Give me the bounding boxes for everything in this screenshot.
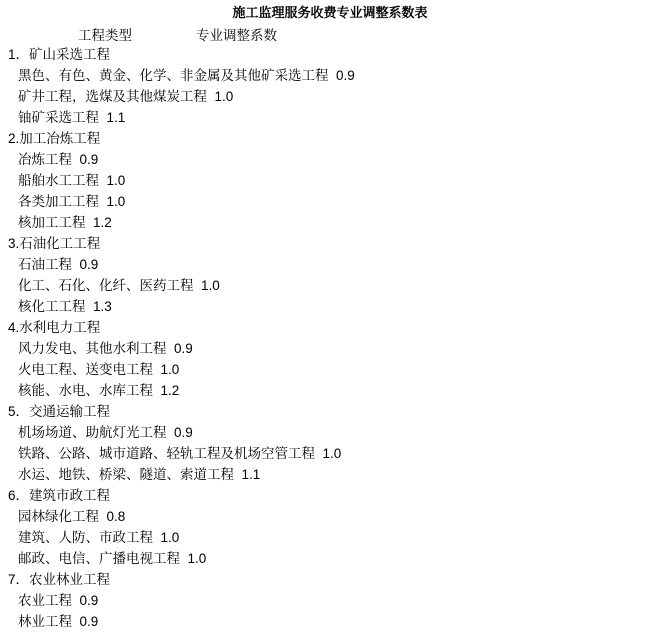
- row-label: 农业工程: [18, 593, 72, 608]
- table-row: [0, 296, 660, 317]
- row-label: 1．矿山采选工程: [8, 47, 111, 62]
- table-row: [0, 422, 660, 443]
- table-row: [0, 107, 660, 128]
- column-header-category: 工程类型: [78, 28, 132, 43]
- table-row: [0, 317, 660, 338]
- row-coefficient: 0.9: [72, 257, 99, 272]
- row-coefficient: 0.9: [72, 152, 99, 167]
- row-label: 3.石油化工工程: [8, 236, 101, 251]
- table-row: [0, 380, 660, 401]
- row-label: 核加工工程: [18, 215, 86, 230]
- row-label: 各类加工工程: [18, 194, 99, 209]
- row-coefficient: 0.8: [99, 509, 126, 524]
- row-label: 铁路、公路、城市道路、轻轨工程及机场空管工程: [18, 446, 315, 461]
- table-row: [0, 128, 660, 149]
- row-coefficient: 1.1: [234, 467, 261, 482]
- row-coefficient: 1.0: [193, 278, 220, 293]
- row-coefficient: 1.0: [153, 530, 180, 545]
- row-label: 2.加工冶炼工程: [8, 131, 101, 146]
- table-body: [0, 44, 660, 632]
- table-row: [0, 86, 660, 107]
- table-header: [0, 24, 660, 44]
- row-coefficient: 0.9: [72, 593, 99, 608]
- row-coefficient: 1.2: [153, 383, 180, 398]
- row-label: 冶炼工程: [18, 152, 72, 167]
- row-label: 船舶水工工程: [18, 173, 99, 188]
- row-label: 黑色、有色、黄金、化学、非金属及其他矿采选工程: [18, 68, 329, 83]
- table-row: [0, 527, 660, 548]
- row-coefficient: 0.9: [166, 425, 193, 440]
- row-coefficient: 1.0: [153, 362, 180, 377]
- table-row: [0, 149, 660, 170]
- table-row: [0, 464, 660, 485]
- row-label: 机场场道、助航灯光工程: [18, 425, 167, 440]
- row-label: 邮政、电信、广播电视工程: [18, 551, 180, 566]
- row-coefficient: 0.9: [166, 341, 193, 356]
- row-coefficient: 0.9: [72, 614, 99, 629]
- row-coefficient: 1.0: [207, 89, 234, 104]
- row-label: 火电工程、送变电工程: [18, 362, 153, 377]
- row-label: 水运、地铁、桥梁、隧道、索道工程: [18, 467, 234, 482]
- page-title: 施工监理服务收费专业调整系数表: [232, 5, 428, 20]
- table-row: [0, 44, 660, 65]
- row-label: 5．交通运输工程: [8, 404, 111, 419]
- table-row: [0, 548, 660, 569]
- row-label: 建筑、人防、市政工程: [18, 530, 153, 545]
- row-label: 铀矿采选工程: [18, 110, 99, 125]
- row-label: 6．建筑市政工程: [8, 488, 111, 503]
- row-label: 核化工工程: [18, 299, 86, 314]
- table-row: [0, 338, 660, 359]
- table-row: [0, 275, 660, 296]
- row-label: 园林绿化工程: [18, 509, 99, 524]
- row-coefficient: 1.0: [99, 194, 126, 209]
- row-coefficient: 1.3: [85, 299, 112, 314]
- table-row: [0, 212, 660, 233]
- row-label: 林业工程: [18, 614, 72, 629]
- table-row: [0, 485, 660, 506]
- table-row: [0, 170, 660, 191]
- table-row: [0, 65, 660, 86]
- row-label: 4.水利电力工程: [8, 320, 101, 335]
- table-row: [0, 506, 660, 527]
- table-row: [0, 233, 660, 254]
- table-row: [0, 254, 660, 275]
- row-coefficient: 1.0: [180, 551, 207, 566]
- row-label: 矿井工程，选煤及其他煤炭工程: [18, 89, 207, 104]
- row-label: 核能、水电、水库工程: [18, 383, 153, 398]
- table-row: [0, 401, 660, 422]
- row-coefficient: 1.0: [315, 446, 342, 461]
- row-coefficient: 1.0: [99, 173, 126, 188]
- row-coefficient: 1.2: [85, 215, 112, 230]
- column-header-coefficient: 专业调整系数: [196, 28, 277, 43]
- row-label: 风力发电、其他水利工程: [18, 341, 167, 356]
- row-coefficient: 0.9: [328, 68, 355, 83]
- table-row: [0, 443, 660, 464]
- row-label: 石油工程: [18, 257, 72, 272]
- table-row: [0, 191, 660, 212]
- table-row: [0, 611, 660, 632]
- row-label: 7．农业林业工程: [8, 572, 111, 587]
- table-row: [0, 569, 660, 590]
- table-row: [0, 359, 660, 380]
- table-row: [0, 590, 660, 611]
- row-label: 化工、石化、化纤、医药工程: [18, 278, 194, 293]
- row-coefficient: 1.1: [99, 110, 126, 125]
